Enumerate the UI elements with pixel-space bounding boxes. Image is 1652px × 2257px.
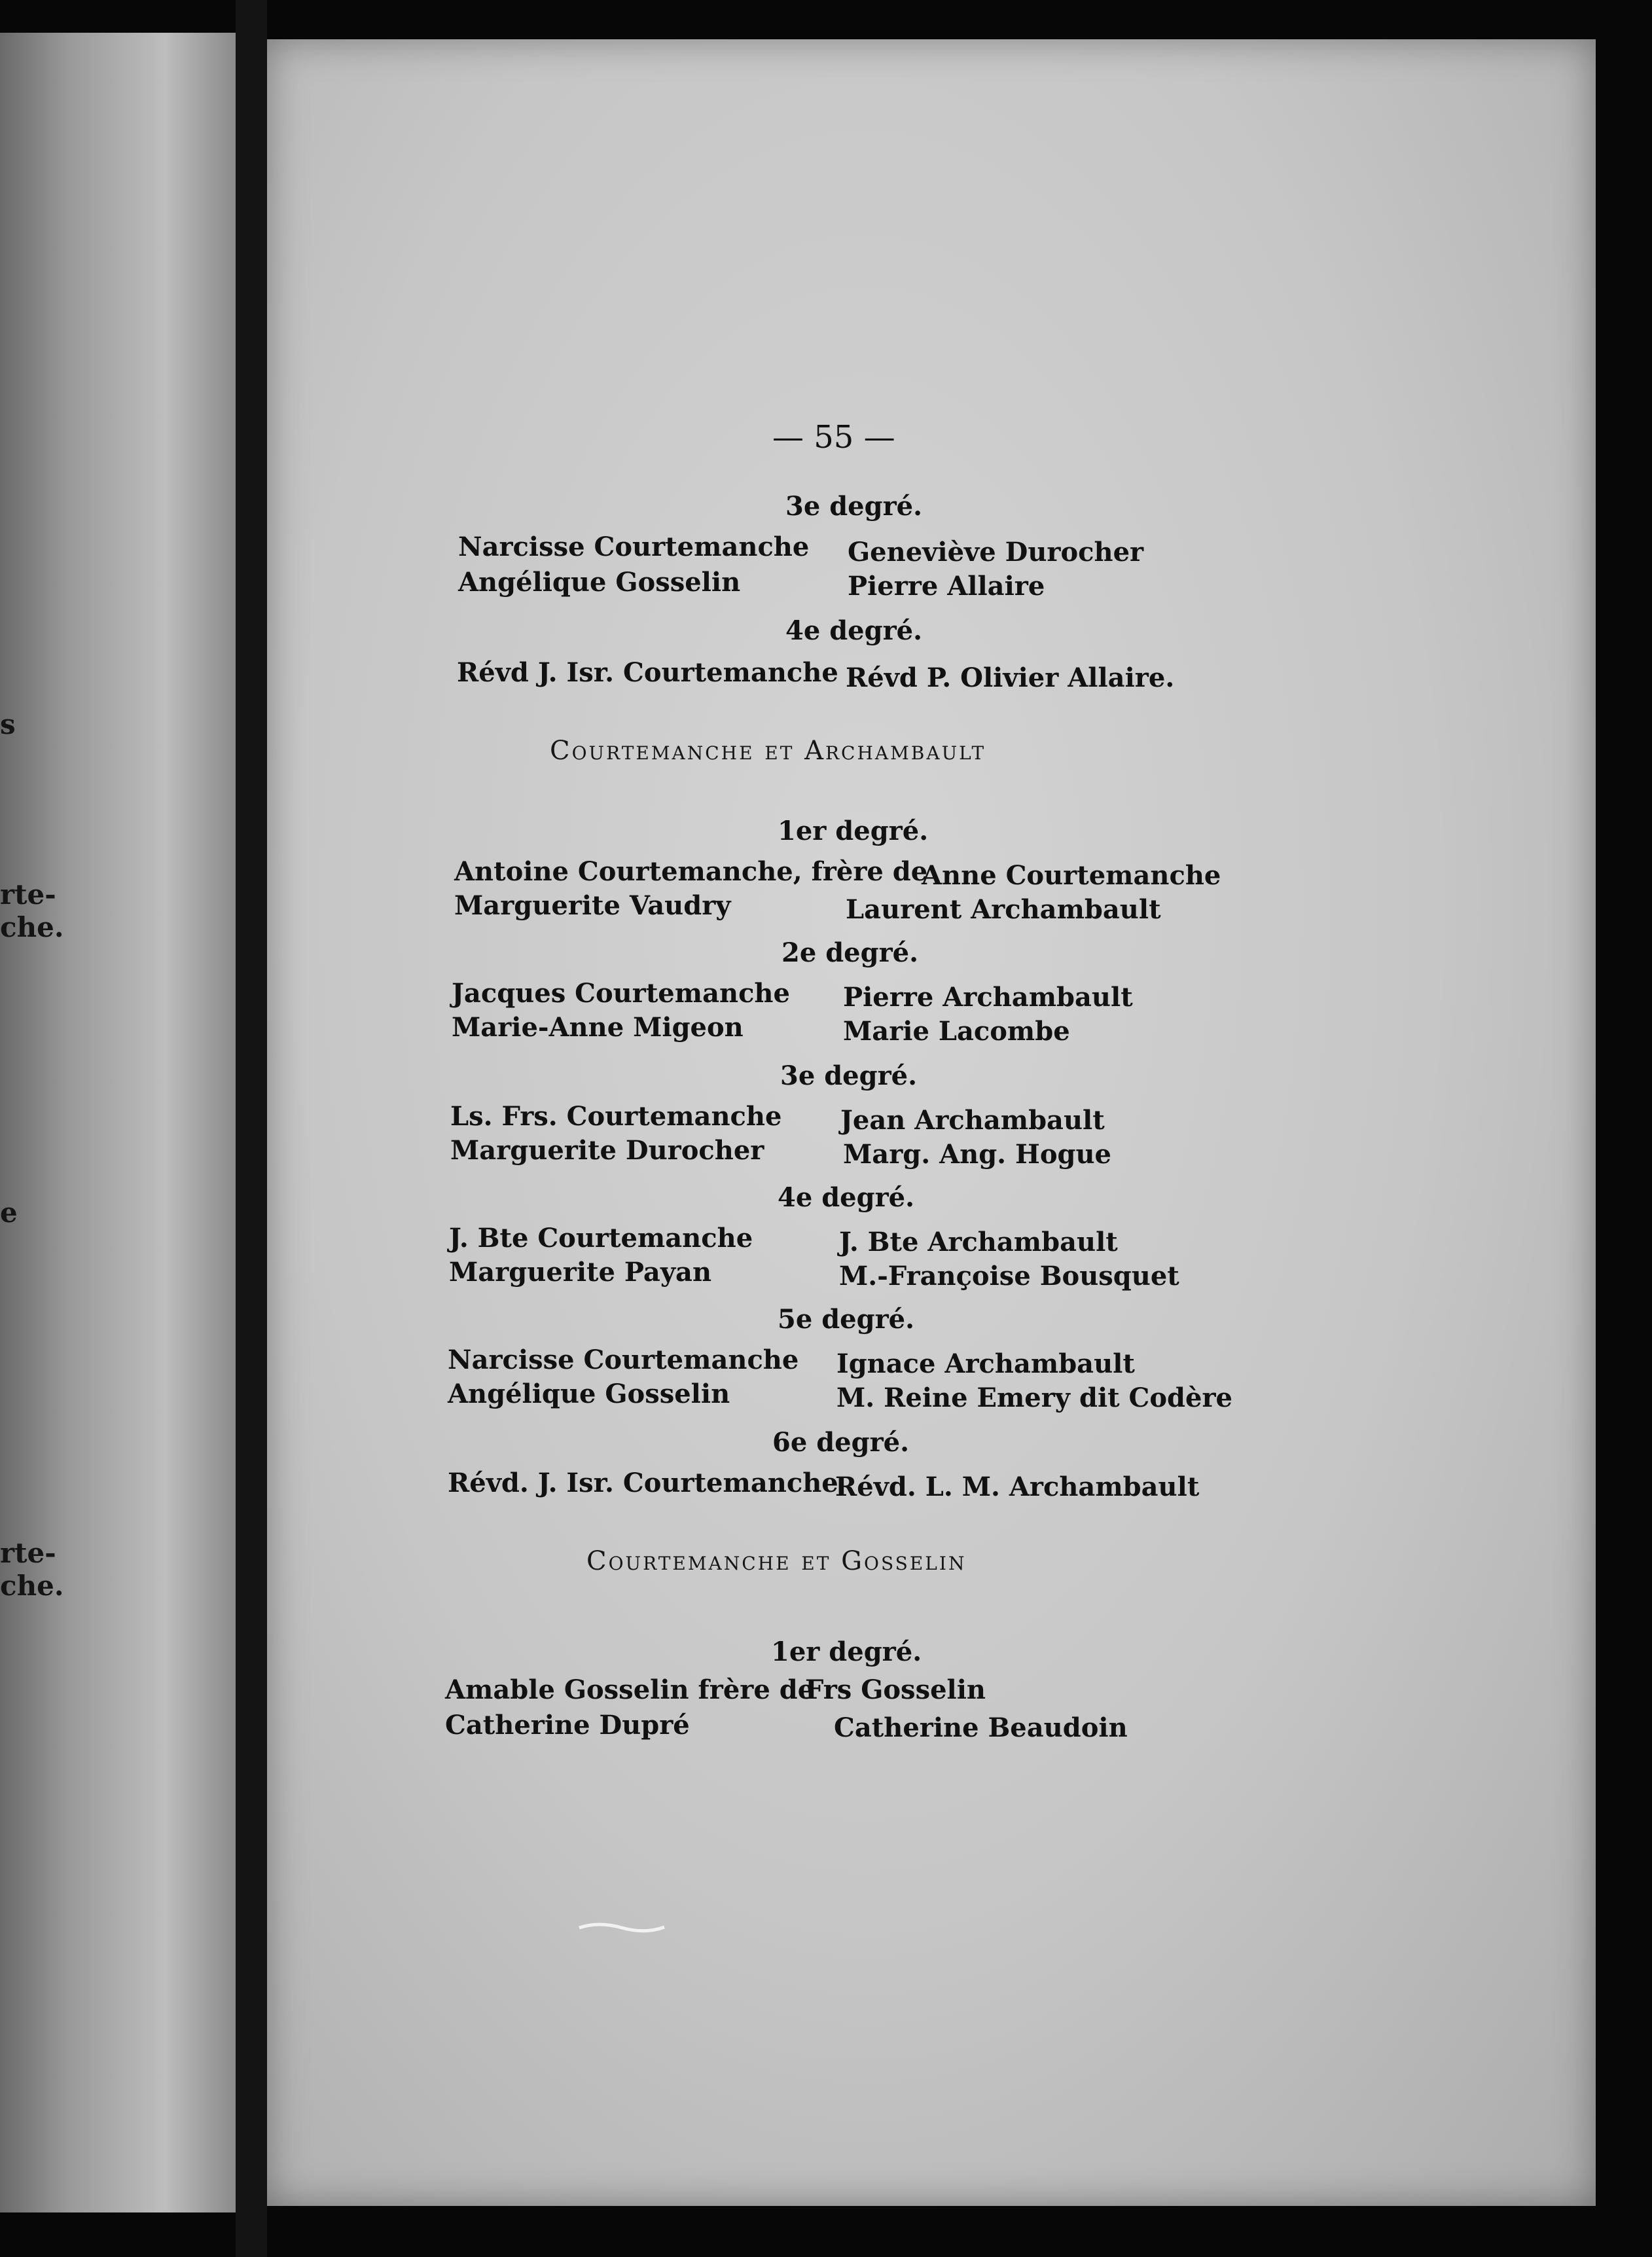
name-left: Narcisse Courtemanche	[448, 1345, 799, 1375]
ink-smudge	[576, 1918, 668, 1938]
name-right: Marie Lacombe	[843, 1016, 1070, 1047]
name-left: Catherine Dupré	[445, 1710, 690, 1741]
degree-heading: 6e degré.	[772, 1427, 910, 1458]
degree-heading: 5e degré.	[778, 1304, 915, 1335]
name-left: Narcisse Courtemanche	[458, 532, 810, 562]
name-left: Marguerite Durocher	[450, 1135, 764, 1166]
name-right: Jean Archambault	[840, 1105, 1105, 1136]
degree-heading: 4e degré.	[785, 615, 923, 646]
name-right: Geneviève Durocher	[848, 537, 1144, 568]
left-page-fragment: rte-	[0, 878, 56, 911]
name-left: Révd J. Isr. Courtemanche	[457, 657, 838, 688]
name-left: Angélique Gosselin	[458, 567, 741, 598]
name-left: Amable Gosselin frère de	[445, 1674, 815, 1705]
left-page-fragment: che.	[0, 911, 64, 943]
left-page	[0, 33, 236, 2212]
name-left: Marie-Anne Migeon	[452, 1012, 744, 1043]
section-title: Courtemanche et Archambault	[550, 736, 986, 766]
name-right: Révd. L. M. Archambault	[835, 1472, 1200, 1502]
degree-heading: 1er degré.	[778, 816, 929, 846]
degree-heading: 3e degré.	[780, 1060, 918, 1091]
degree-heading: 2e degré.	[781, 937, 919, 968]
name-right: Anne Courtemanche	[922, 860, 1221, 891]
name-right: J. Bte Archambault	[839, 1227, 1118, 1257]
name-right: M. Reine Emery dit Codère	[836, 1382, 1232, 1413]
name-right: M.-Françoise Bousquet	[839, 1261, 1179, 1291]
book-gutter	[236, 0, 267, 2257]
name-left: Jacques Courtemanche	[452, 978, 790, 1009]
section-title: Courtemanche et Gosselin	[586, 1546, 967, 1576]
left-page-fragment: rte-	[0, 1537, 56, 1569]
name-left: Angélique Gosselin	[448, 1379, 730, 1409]
name-right: Frs Gosselin	[805, 1674, 986, 1705]
name-left: Révd. J. Isr. Courtemanche	[448, 1468, 838, 1498]
left-page-fragment: che.	[0, 1570, 64, 1602]
name-left: Marguerite Vaudry	[454, 890, 731, 921]
name-left: J. Bte Courtemanche	[449, 1223, 753, 1254]
left-page-fragment: s	[0, 708, 16, 740]
degree-heading: 1er degré.	[771, 1636, 922, 1667]
name-left: Ls. Frs. Courtemanche	[450, 1101, 782, 1132]
degree-heading: 4e degré.	[778, 1182, 915, 1213]
name-left: Marguerite Payan	[449, 1257, 712, 1288]
name-right: Laurent Archambault	[846, 894, 1161, 925]
name-right: Révd P. Olivier Allaire.	[846, 662, 1175, 693]
degree-heading: 3e degré.	[785, 491, 923, 522]
left-page-fragment: e	[0, 1197, 18, 1229]
name-right: Pierre Archambault	[843, 982, 1133, 1013]
name-left: Antoine Courtemanche, frère de	[454, 856, 928, 887]
name-right: Ignace Archambault	[836, 1348, 1135, 1379]
name-right: Pierre Allaire	[848, 571, 1045, 602]
name-right: Marg. Ang. Hogue	[843, 1139, 1111, 1170]
page-number: — 55 —	[772, 419, 895, 456]
name-right: Catherine Beaudoin	[834, 1712, 1128, 1743]
